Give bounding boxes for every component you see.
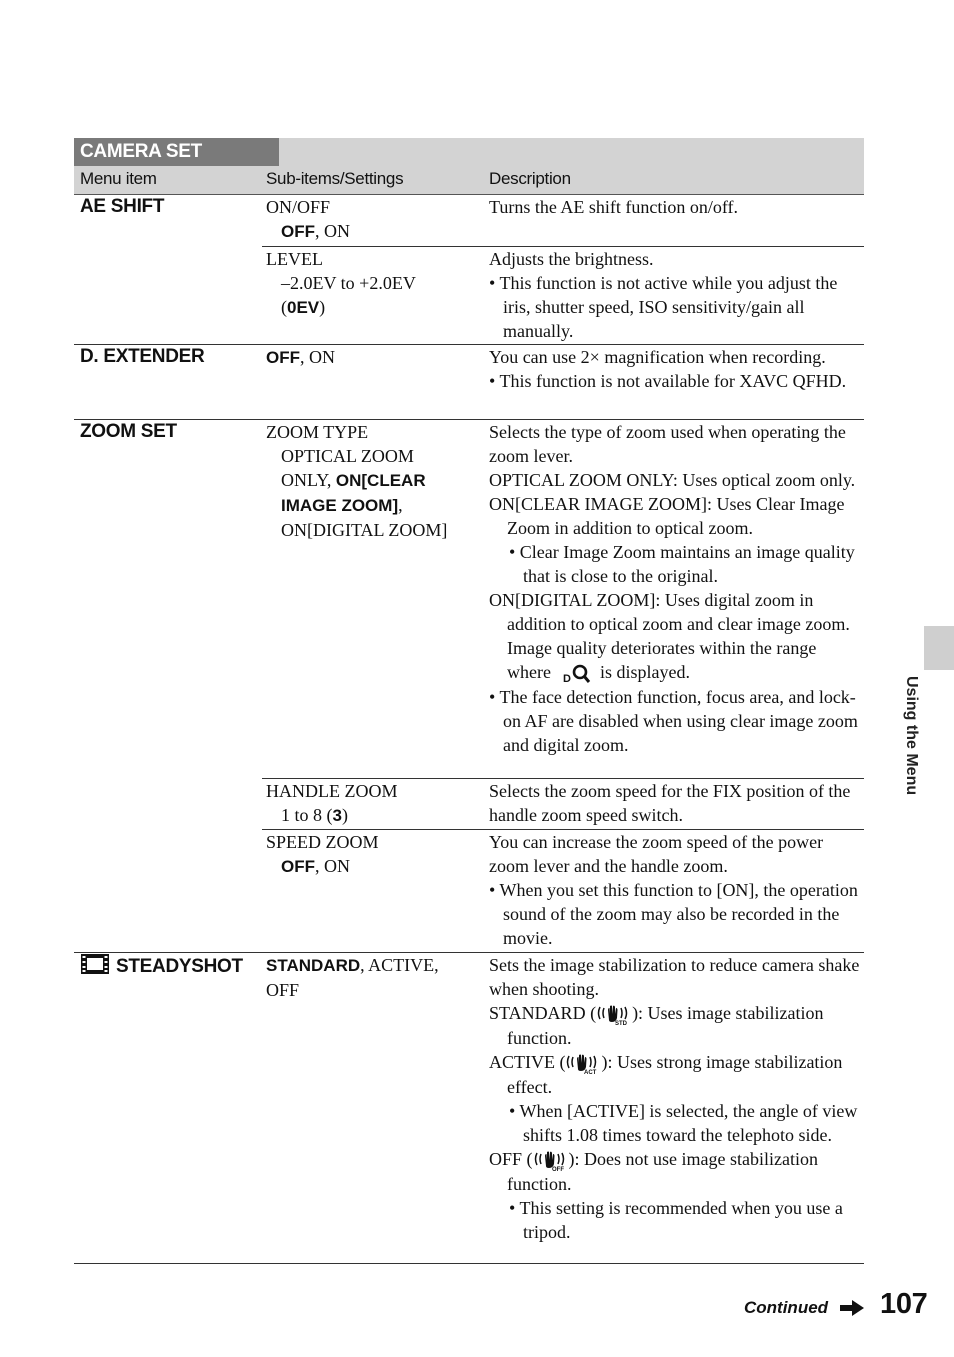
option-description: ): Uses image stabilization function. <box>507 1003 824 1048</box>
description: Selects the zoom speed for the FIX position of the handle zoom speed switch. <box>489 781 851 825</box>
group-ae-shift <box>74 195 864 345</box>
col-header-sub-items: Sub-items/Settings <box>266 169 404 188</box>
setting-options: OFF <box>266 980 300 1000</box>
side-section-label <box>898 676 922 816</box>
movie-film-icon <box>80 953 110 975</box>
setting-name: SPEED ZOOM <box>266 832 379 852</box>
setting-range: 1 to 8 ( <box>281 805 333 825</box>
setting-name: ZOOM TYPE <box>266 422 369 442</box>
row-d-extender <box>262 345 864 393</box>
row-handle-zoom <box>262 778 864 829</box>
svg-text:D: D <box>563 672 572 685</box>
row-steadyshot <box>262 953 864 1244</box>
group-steadyshot <box>74 953 864 1264</box>
setting-options: , ON <box>300 347 335 367</box>
note: • This setting is recommended when you use a tripod. <box>509 1197 843 1242</box>
setting-options: , ACTIVE, <box>360 955 439 975</box>
option-description: ON[CLEAR IMAGE ZOOM]: Uses Clear Image Zoom in addition to optical zoom. <box>489 494 845 538</box>
option-description: ON[DIGITAL ZOOM]: Uses digital zoom in addition to optical zoom and clear image zoom. Image quality deteriorates within the range where <box>489 590 850 682</box>
page-number: 107 <box>880 1288 928 1320</box>
paren: ) <box>319 297 326 317</box>
default-value: OFF <box>266 348 300 367</box>
option-description: OPTICAL ZOOM ONLY: Uses optical zoom only. <box>489 470 856 490</box>
steadyshot-off-icon <box>533 1150 569 1172</box>
menu-item-d-extender: D. EXTENDER <box>80 346 205 367</box>
side-tab-marker <box>924 626 954 670</box>
description: Sets the image stabilization to reduce camera shake when shooting. <box>489 955 860 999</box>
steadyshot-active-icon <box>565 1053 601 1075</box>
col-header-description: Description <box>489 169 571 188</box>
setting-options: , ON <box>315 856 350 876</box>
option: ONLY, <box>281 470 336 490</box>
note: • This function is not available for XAVC QFHD. <box>489 371 847 391</box>
arrow-right-icon <box>840 1300 864 1316</box>
description: You can increase the zoom speed of the power zoom lever and the handle zoom. <box>489 832 824 876</box>
option-description: OFF ( <box>489 1148 533 1169</box>
description: Adjusts the brightness. <box>489 249 654 269</box>
row-ae-shift-onoff <box>262 195 864 246</box>
camera-set-table <box>74 138 864 1264</box>
menu-item-label: STEADYSHOT <box>116 956 243 977</box>
table-header <box>74 138 864 195</box>
steadyshot-standard-icon <box>596 1004 632 1026</box>
description: You can use 2× magnification when recording. <box>489 347 826 367</box>
default-value: OFF <box>281 857 315 876</box>
description: Turns the AE shift function on/off. <box>489 197 739 217</box>
default-value: ON[CLEAR <box>335 471 426 490</box>
option: ON[DIGITAL ZOOM] <box>281 520 448 540</box>
note: • This function is not active while you adjust the iris, shutter speed, ISO sensitivity/gain all manually. <box>489 273 838 341</box>
description: Selects the type of zoom used when operating the zoom lever. <box>489 422 846 466</box>
option-description: ): Uses strong image stabilization effect. <box>507 1051 843 1097</box>
svg-text:ACT: ACT <box>584 1069 597 1075</box>
digital-zoom-icon <box>555 663 595 685</box>
option-description: is displayed. <box>599 662 690 682</box>
note: • When [ACTIVE] is selected, the angle of view shifts 1.08 times toward the telephoto side. <box>509 1100 858 1145</box>
separator: , <box>398 495 403 515</box>
note: • Clear Image Zoom maintains an image quality that is close to the original. <box>509 542 855 586</box>
default-value: 0EV <box>287 298 320 317</box>
menu-item-zoom-set: ZOOM SET <box>80 421 177 442</box>
svg-text:OFF: OFF <box>551 1166 564 1172</box>
row-zoom-type <box>262 420 864 778</box>
row-ae-shift-level <box>262 246 864 344</box>
section-title: CAMERA SET <box>74 138 279 166</box>
paren: ( <box>281 297 287 317</box>
setting-name: LEVEL <box>266 249 323 269</box>
setting-name: HANDLE ZOOM <box>266 781 398 801</box>
col-header-menu-item: Menu item <box>80 169 157 188</box>
setting-range: –2.0EV to +2.0EV <box>281 273 416 293</box>
default-value: STANDARD <box>266 956 361 975</box>
option-description: ): Does not use image stabilization function. <box>507 1148 818 1194</box>
continued-label: Continued <box>744 1298 829 1317</box>
setting-name: ON/OFF <box>266 197 331 217</box>
menu-item-steadyshot <box>80 953 243 979</box>
group-zoom-set <box>74 420 864 953</box>
paren: ) <box>341 805 348 825</box>
svg-text:STD: STD <box>615 1020 628 1026</box>
side-label-text: Using the Menu <box>903 676 920 796</box>
note: • The face detection function, focus area, and lock-on AF are disabled when using clear image zoom and digital zoom. <box>489 686 858 755</box>
default-value: IMAGE ZOOM] <box>281 496 399 515</box>
menu-item-ae-shift: AE SHIFT <box>80 196 165 217</box>
group-d-extender <box>74 345 864 420</box>
option: OPTICAL ZOOM <box>281 446 414 466</box>
default-value: 3 <box>332 806 342 825</box>
note: • When you set this function to [ON], the operation sound of the zoom may also be recorded in the movie. <box>489 880 858 948</box>
row-speed-zoom <box>262 829 864 952</box>
option-description: ACTIVE ( <box>489 1051 566 1072</box>
default-value: OFF <box>281 222 315 241</box>
option-description: STANDARD ( <box>489 1003 597 1023</box>
setting-options: , ON <box>315 221 350 241</box>
